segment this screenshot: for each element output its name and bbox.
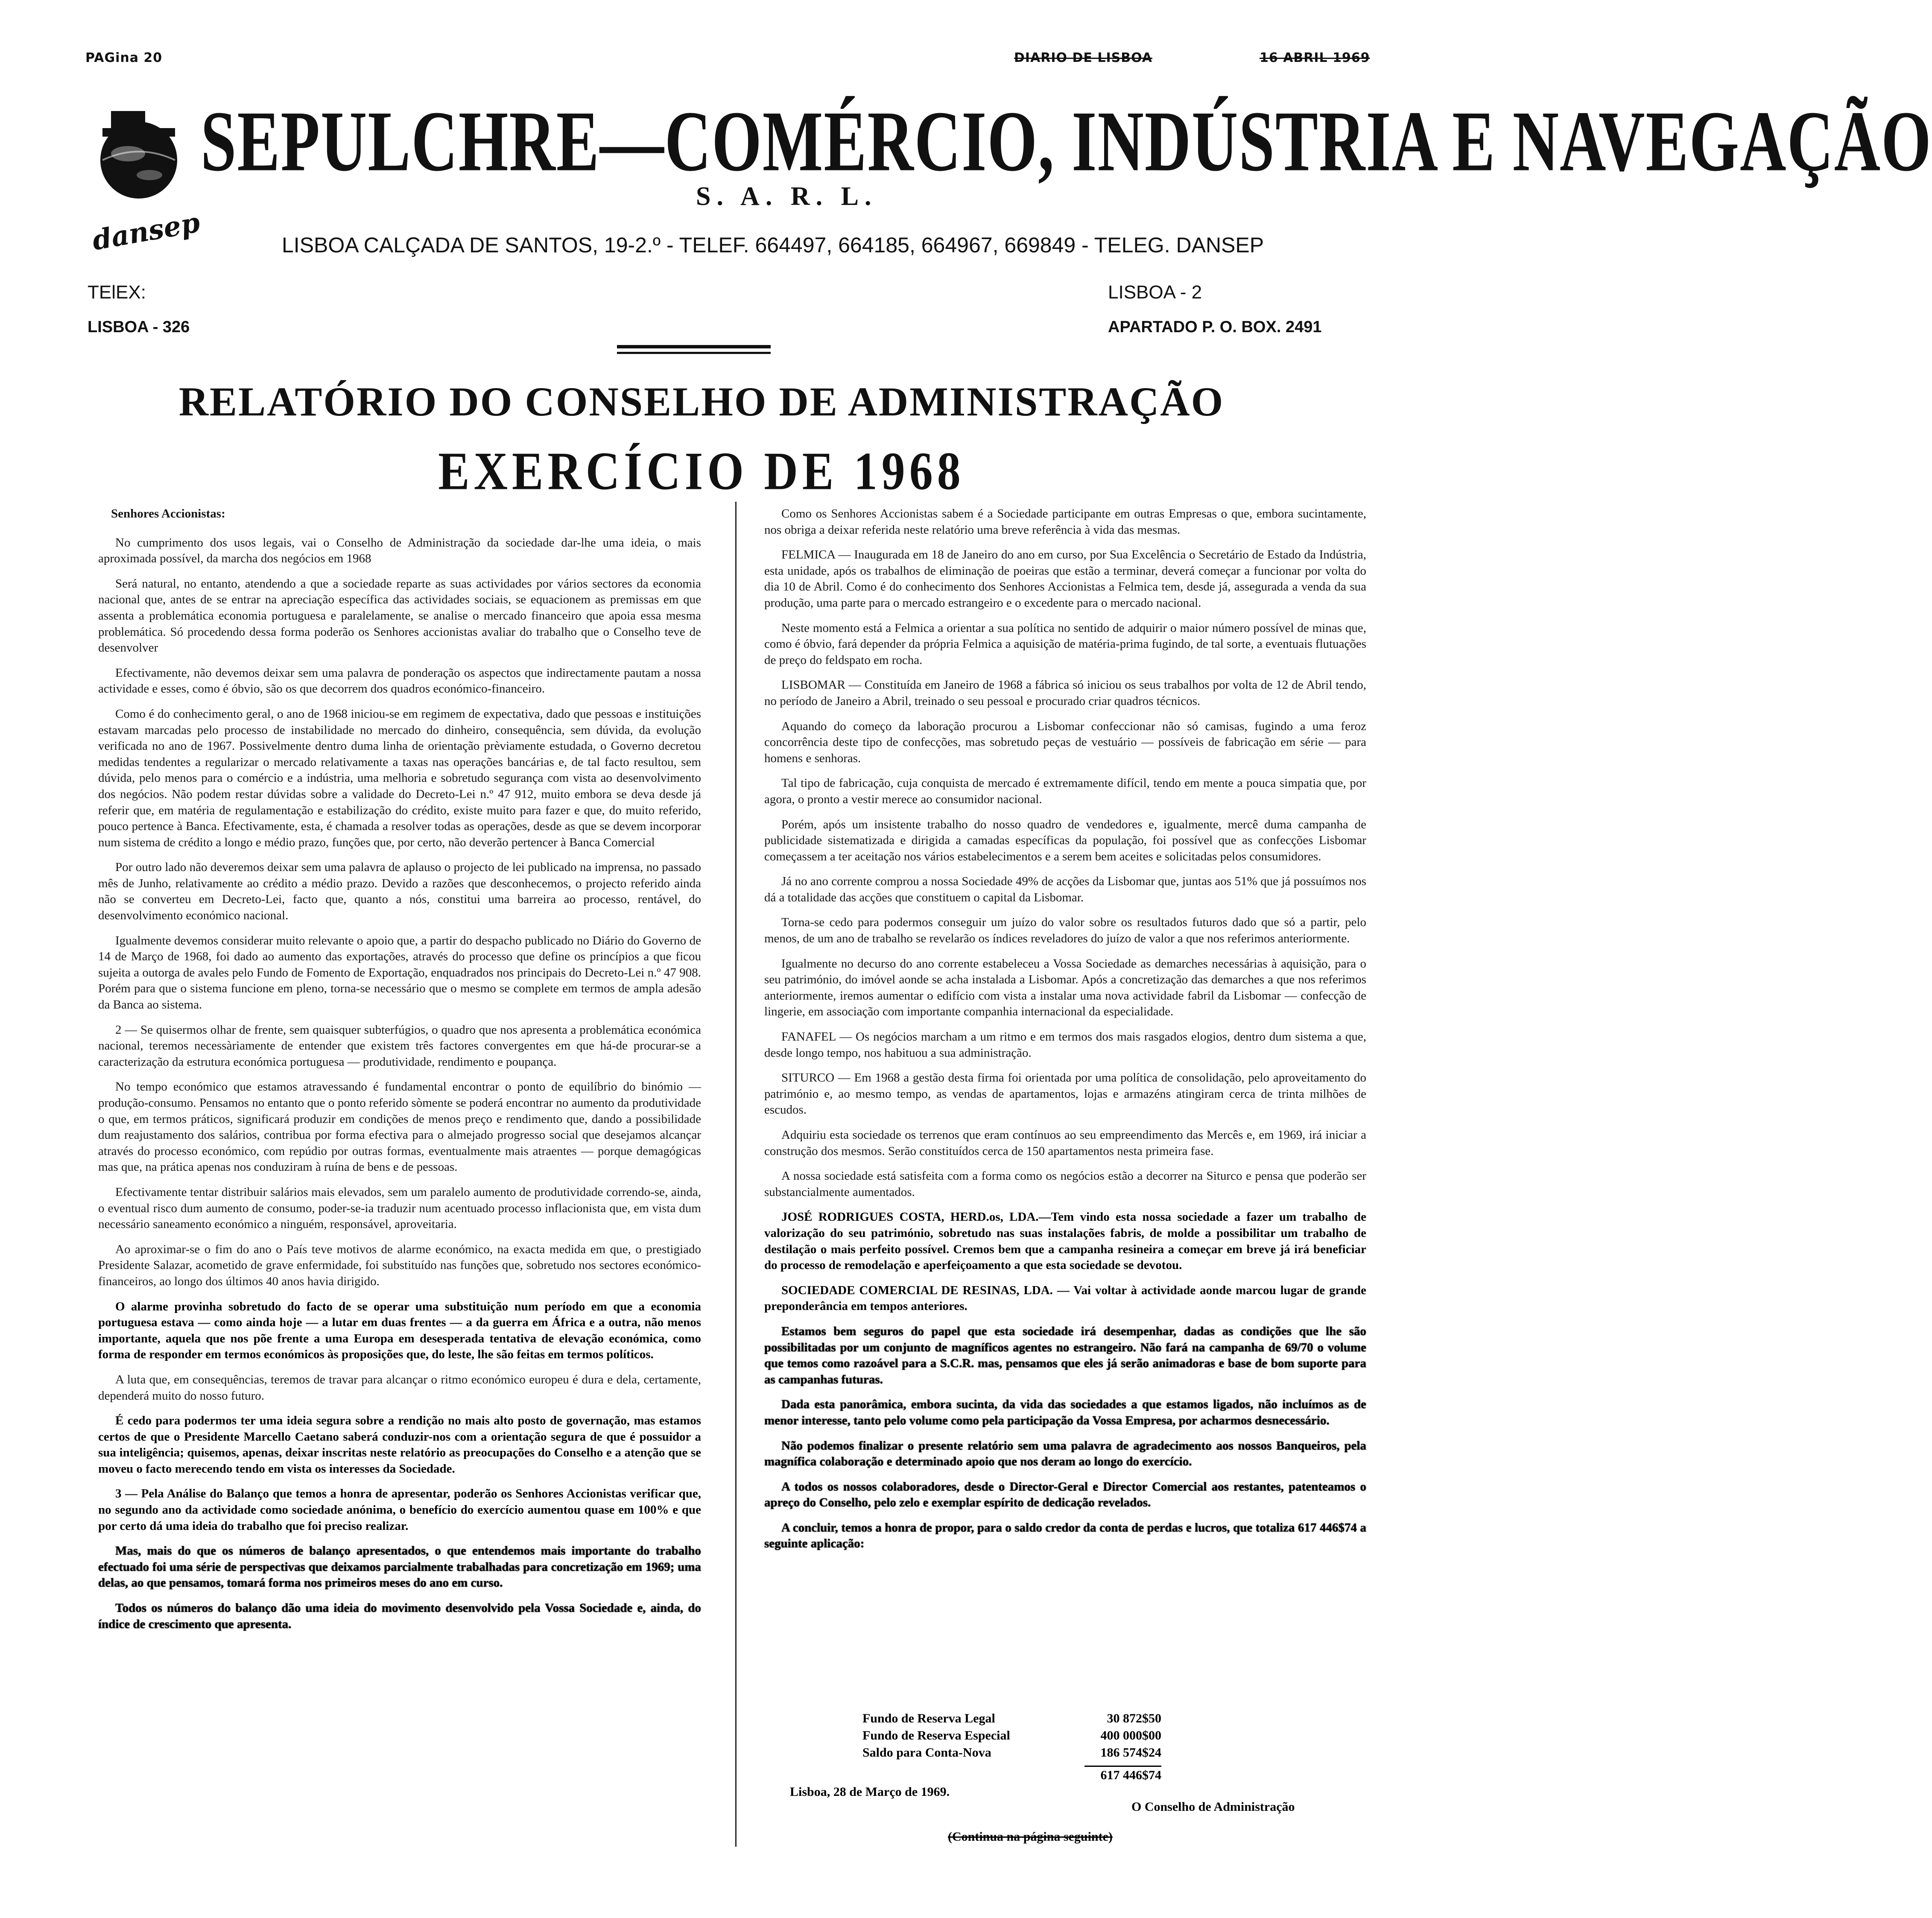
- telex-value: LISBOA - 326: [88, 318, 190, 336]
- paragraph: É cedo para podermos ter uma ideia segura sobre a rendição no mais alto posto de governação, mas estamos certos de que o Presidente Marcello Caetano saberá conduzir-nos com a orientação segura de que é possuidor a sua inteligência; quisemos, apenas, deixar inscritas neste relatório as preocupações do Conselho e a atenção que se moveu o facto merecendo tendo em vista os interesses da Sociedade.: [98, 1414, 701, 1476]
- signature: O Conselho de Administração: [1131, 1800, 1295, 1814]
- allocation-row: [862, 1744, 1161, 1761]
- salutation: Senhores Accionistas:: [111, 507, 225, 520]
- allocation-value: 186 574$24: [1100, 1745, 1161, 1760]
- paragraph: Adquiriu esta sociedade os terrenos que eram contínuos ao seu empreendimento das Mercês e, em 1969, irá iniciar a construção dos mesmos. Serão constituídos cerca de 150 apartamentos nesta primeira fase.: [764, 1128, 1366, 1158]
- paragraph: A nossa sociedade está satisfeita com a forma como os negócios estão a decorrer na Siturco e pensa que poderão ser substancialmente aumentados.: [764, 1169, 1366, 1199]
- allocation-value: 400 000$00: [1100, 1728, 1161, 1743]
- company-address: LISBOA CALÇADA DE SANTOS, 19-2.º - TELEF. 664497, 664185, 664967, 669849 - TELEG. DANSEP: [282, 233, 1264, 257]
- header-rule-bottom: [617, 352, 771, 354]
- po-box: APARTADO P. O. BOX. 2491: [1108, 318, 1322, 336]
- telex-label: TElEX:: [88, 282, 146, 303]
- allocation-row: [862, 1727, 1161, 1744]
- paragraph: Igualmente no decurso do ano corrente estabeleceu a Vossa Sociedade as demarches necessárias à aquisição, para o seu património, do imóvel aonde se acha instalada a Lisbomar. Após a concretização das demarches a que nos referimos anteriormente, iremos aumentar o edifício com vista a instalar uma nova actividade fabril da Lisbomar — confecção de lingerie, em associação com importante companhia internacional da especialidade.: [764, 956, 1366, 1019]
- paragraph: SOCIEDADE COMERCIAL DE RESINAS, LDA. — Vai voltar à actividade aonde marcou lugar de grande preponderância em tempos anteriores.: [764, 1283, 1366, 1313]
- paragraph: Ao aproximar-se o fim do ano o País teve motivos de alarme económico, na exacta medida em que, o prestigiado Presidente Salazar, acometido de grave enfermidade, foi substituído nas funções que, sobretudo nos sectores económico-financeiros, ao longo dos últimos 40 anos havia dirigido.: [98, 1242, 701, 1288]
- paragraph: Mas, mais do que os números de balanço apresentados, o que entendemos mais importante do trabalho efectuado foi uma série de perspectivas que deixamos parcialmente trabalhadas para concretização em 1969; uma delas, ao que pensamos, tomará forma nos primeiros meses do ano em curso.: [98, 1544, 701, 1590]
- paragraph: SITURCO — Em 1968 a gestão desta firma foi orientada por uma política de consolidação, pelo aproveitamento do património e, ao mesmo tempo, as vendas de apartamentos, lojas e armazéns atingiram cerca de trinta milhões de escudos.: [764, 1071, 1366, 1117]
- paragraph: Não podemos finalizar o presente relatório sem uma palavra de agradecimento aos nossos Banqueiros, pela magnífica colaboração e determinado apoio que nos deram ao longo do exercício.: [764, 1438, 1366, 1469]
- paragraph: Já no ano corrente comprou a nossa Sociedade 49% de acções da Lisbomar que, juntas aos 51% que já possuímos nos dá a totalidade das acções que constituem o capital da Lisbomar.: [764, 874, 1366, 904]
- newspaper-name: DIARIO DE LISBOA: [1014, 50, 1152, 65]
- paragraph: Tal tipo de fabricação, cuja conquista de mercado é extremamente difícil, tendo em mente a pouca simpatia que, por agora, o pronto a vestir merece ao consumidor nacional.: [764, 776, 1366, 806]
- column-divider: [735, 502, 737, 1847]
- paragraph: 3 — Pela Análise do Balanço que temos a honra de apresentar, poderão os Senhores Accionistas verificar que, no segundo ano da actividade como sociedade anónima, o benefício do exercício aumentou quase em 100% e que por certo dá uma ideia do trabalho que foi preciso realizar.: [98, 1487, 701, 1533]
- paragraph: Todos os números do balanço dão uma ideia do movimento desenvolvido pela Vossa Sociedade e, ainda, do índice de crescimento que apresenta.: [98, 1601, 701, 1631]
- continued-note: (Continua na página seguinte): [948, 1830, 1113, 1844]
- paragraph: Como os Senhores Accionistas sabem é a Sociedade participante em outras Empresas o que, embora sucintamente, nos obriga a deixar referida neste relatório uma breve referência à vida das mesmas.: [764, 507, 1366, 537]
- company-logo: [90, 102, 202, 257]
- paragraph: Será natural, no entanto, atendendo a que a sociedade reparte as suas actividades por vários sectores da economia nacional que, antes de se entrar na apreciação específica das actividades sociais, se equacionem as premissas em que assenta a problemática economia portuguesa e paralelamente, se analise o mercado financeiro que apoia essa mesma problemática. Só procedendo dessa forma poderão os Senhores accionistas avaliar do trabalho que o Conselho teve de desenvolver: [98, 576, 701, 655]
- paragraph: Aquando do começo da laboração procurou a Lisbomar confeccionar não só camisas, fugindo a uma feroz concorrência deste tipo de confecções, mas sobretudo peças de vestuário — possíveis de fabricação em série — para homens e senhoras.: [764, 719, 1366, 765]
- report-subtitle: EXERCÍCIO DE 1968: [438, 441, 965, 501]
- paragraph: JOSÉ RODRIGUES COSTA, HERD.os, LDA.—Tem vindo esta nossa sociedade a fazer um trabalho de valorização do seu património, sobretudo nas suas instalações fabris, de molde a possibilitar um trabalho de destilação o mais perfeito possível. Cremos bem que a campanha resineira a começar em breve já irá beneficiar do processo de remodelação e aperfeiçoamento a que esta sociedade se devotou.: [764, 1210, 1366, 1272]
- newspaper-date: 16 ABRIL 1969: [1260, 50, 1370, 65]
- paragraph: Neste momento está a Felmica a orientar a sua política no sentido de adquirir o maior número possível de minas que, como é óbvio, fará depender da própria Felmica a aquisição de matéria-prima fugindo, de tal sorte, a eventuais flutuações de preço do feldspato em rocha.: [764, 621, 1366, 667]
- report-title: RELATÓRIO DO CONSELHO DE ADMINISTRAÇÃO: [178, 379, 1225, 424]
- page-number: PAGina 20: [85, 50, 163, 65]
- paragraph: No tempo económico que estamos atravessando é fundamental encontrar o ponto de equilíbrio do binómio — produção-consumo. Pensamos no entanto que o ponto referido sòmente se poderá encontrar no aumento da produtividade o que, em termos práticos, significará produzir em condições de menos preço e rendimento que, dando a possibilidade dum reajustamento dos salários, contribua por forma efectiva para o almejado progresso social que desejamos alcançar através do processo económico, com repúdio por outras formas, eventualmente mais atraentes — porque demagógicas mas que, na prática apenas nos conduziram à ruína de bens e de pessoas.: [98, 1080, 701, 1174]
- company-name: SEPULCHRE—COMÉRCIO, INDÚSTRIA E NAVEGAÇÃO: [201, 94, 1932, 190]
- paragraph: No cumprimento dos usos legais, vai o Conselho de Administração da sociedade dar-lhe uma ideia, o mais aproximada possível, da marcha dos negócios em 1968: [98, 535, 701, 566]
- paragraph: Torna-se cedo para podermos conseguir um juízo do valor sobre os resultados futuros dado que só a partir, pelo menos, de um ano de trabalho se revelarão os índices reveladores do juízo de valor a que nos referimos anteriormente.: [764, 915, 1366, 946]
- paragraph: Por outro lado não deveremos deixar sem uma palavra de aplauso o projecto de lei publicado na imprensa, no passado mês de Junho, relativamente ao crédito a médio prazo. Devido a razões que desconhecemos, o projecto referido ainda não se converteu em Decreto-Lei, facto que, quanto a nós, constitui uma barreira ao processo, rentável, do desenvolvimento económico nacional.: [98, 860, 701, 923]
- allocation-label: Fundo de Reserva Legal: [862, 1711, 995, 1725]
- left-column: [98, 506, 701, 1641]
- allocation-total-row: [862, 1766, 1161, 1784]
- paragraph: Estamos bem seguros do papel que esta sociedade irá desempenhar, dadas as condições que lhe são possibilitadas por um conjunto de magníficos agentes no estrangeiro. Não fará na campanha de 69/70 o volume que temos como razoável para a S.C.R. mas, pensamos que eles já serão animadoras e base de bom suporte para as campanhas futuras.: [764, 1324, 1366, 1386]
- allocation-label: Fundo de Reserva Especial: [862, 1728, 1010, 1743]
- allocation-table: [862, 1710, 1161, 1784]
- allocation-total: 617 446$74: [1084, 1766, 1161, 1784]
- allocation-value: 30 872$50: [1107, 1711, 1161, 1725]
- allocation-label: Saldo para Conta-Nova: [862, 1745, 991, 1760]
- paragraph: Igualmente devemos considerar muito relevante o apoio que, a partir do despacho publicado no Diário do Governo de 14 de Março de 1968, foi dado ao aumento das exportações, através do processo que define os princípios a que ficou sujeita a outorga de avales pelo Fundo de Fomento de Exportação, enquadrados nos principais do Decreto-Lei n.º 47 908. Porém para que o sistema funcione em pleno, torna-se necessário que o mesmo se complete em termos de ampla adesão da Banca ao sistema.: [98, 933, 701, 1012]
- header-rule-top: [617, 345, 771, 348]
- paragraph: FELMICA — Inaugurada em 18 de Janeiro do ano em curso, por Sua Excelência o Secretário de Estado da Indústria, esta unidade, após os trabalhos de eliminação de poeiras que estão a terminar, deverá começar a funcionar por volta do dia 10 de Abril. Como é do conhecimento dos Senhores Accionistas a Felmica tem, desde já, assegurada a venda da sua produção, uma parte para o mercado estrangeiro e o excedente para o mercado nacional.: [764, 548, 1366, 610]
- company-legal-form: S. A. R. L.: [696, 182, 877, 211]
- paragraph: Efectivamente tentar distribuir salários mais elevados, sem um paralelo aumento de produtividade correndo-se, ainda, o eventual risco dum aumento de consumo, poder-se-ia traduzir num acentuado processo inflacionista que, em vista dum necessário saneamento económico a ninguém, responsável, aproveitaria.: [98, 1185, 701, 1231]
- paragraph: 2 — Se quisermos olhar de frente, sem quaisquer subterfúgios, o quadro que nos apresenta a problemática económica nacional, teremos necessàriamente de entender que existem três factores convergentes em que há-de procurar-se a caracterização da estrutura económica portuguesa — produtividade, rendimento e poupança.: [98, 1023, 701, 1069]
- paragraph: Dada esta panorâmica, embora sucinta, da vida das sociedades a que estamos ligados, não incluímos as de menor interesse, tanto pelo volume como pela participação da Vossa Empresa, por acharmos desnecessário.: [764, 1398, 1366, 1427]
- paragraph: A concluir, temos a honra de propor, para o saldo credor da conta de perdas e lucros, que totaliza 617 446$74 a seguinte aplicação:: [764, 1520, 1366, 1551]
- paragraph: A todos os nossos colaboradores, desde o Director-Geral e Director Comercial aos restantes, patenteamos o apreço do Conselho, pelo zelo e exemplar espírito de dedicação revelados.: [764, 1479, 1366, 1510]
- place-date: Lisboa, 28 de Março de 1969.: [790, 1785, 950, 1799]
- paragraph: Efectivamente, não devemos deixar sem uma palavra de ponderação os aspectos que indirectamente pautam a nossa actividade e esses, como é óbvio, são os que decorrem dos quadros económico-financeiro.: [98, 666, 701, 696]
- paragraph: O alarme provinha sobretudo do facto de se operar uma substituição num período em que a economia portuguesa estava — como ainda hoje — a lutar em duas frentes — a da guerra em África e a outra, não menos importante, aquela que nos põe frente a uma Europa em desesperada tentativa de elevação económica, como forma de responder em termos económicos às proposições que, do leste, lhe são feitas em termos políticos.: [98, 1299, 701, 1362]
- paragraph: A luta que, em consequências, teremos de travar para alcançar o ritmo económico europeu é dura e dela, certamente, dependerá muito do nosso futuro.: [98, 1372, 701, 1403]
- paragraph: LISBOMAR — Constituída em Janeiro de 1968 a fábrica só iniciou os seus trabalhos por volta de 12 de Abril tendo, no período de Janeiro a Abril, treinado o seu pessoal e procurado criar quadros técnicos.: [764, 678, 1366, 708]
- paragraph: Porém, após um insistente trabalho do nosso quadro de vendedores e, igualmente, mercê duma campanha de publicidade sistematizada e dirigida a camadas específicas da população, foi possível que as confecções Lisbomar começassem a ter aceitação nos vários estabelecimentos e a serem bem aceites e solicitadas pelos consumidores.: [764, 817, 1366, 863]
- paragraph: FANAFEL — Os negócios marcham a um ritmo e em termos dos mais rasgados elogios, dentro dum sistema a que, desde longo tempo, nos habituou a sua administração.: [764, 1030, 1366, 1060]
- right-column: [764, 506, 1366, 1561]
- logo-script-text: dansep: [90, 206, 202, 257]
- paragraph: Como é do conhecimento geral, o ano de 1968 iniciou-se em regimem de expectativa, dado que pessoas e instituições estavam marcadas pelo processo de instabilidade no mercado do dinheiro, consequência, sem dúvida, da evolução verificada no ano de 1967. Possivelmente dentro duma linha de orientação prèviamente estudada, o Governo decretou medidas tendentes a regularizar o mercado relativamente a taxas nas operações bancárias e, de tal facto resultou, sem dúvida, pelo menos para o comércio e a indústria, uma melhoria e sobretudo segurança com vista ao desenvolvimento dos negócios. Não podem restar dúvidas sobre a validade do Decreto-Lei n.º 47 912, muito embora se deva desde já referir que, em matéria de regulamentação e estabilização do crédito, existe muito para fazer e que, do muito referido, pouco pertence à Banca. Efectivamente, esta, é chamada a resolver todas as operações, desde as que se devem incorporar num sistema de crédito a longo e médio prazo, funções que, por certo, não deverão pertencer à Banca Comercial: [98, 707, 701, 849]
- city-label: LISBOA - 2: [1108, 282, 1202, 303]
- allocation-row: [862, 1710, 1161, 1727]
